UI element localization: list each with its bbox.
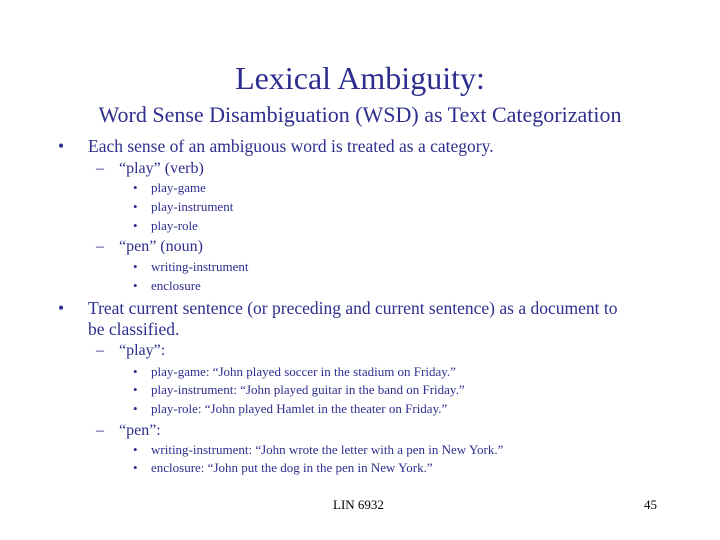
footer-course: LIN 6932 [333, 497, 384, 512]
dash-marker: – [96, 422, 104, 439]
list-item-text: writing-instrument: “John wrote the letter with a pen in New York.” [151, 442, 504, 457]
bullet-marker: • [133, 364, 138, 379]
list-item-text: play-game [151, 180, 206, 195]
bullet-marker: • [133, 401, 138, 416]
list-item-text: enclosure [151, 278, 201, 293]
page-number: 45 [644, 497, 657, 512]
bullet-marker: • [133, 259, 138, 274]
slide-title: Lexical Ambiguity: [235, 60, 485, 96]
bullet-marker: • [133, 442, 138, 457]
bullet-text: Each sense of an ambiguous word is treated as a category. [88, 136, 494, 156]
bullet-marker: • [133, 199, 138, 214]
bullet-marker: • [133, 180, 138, 195]
list-item-text: writing-instrument [151, 259, 249, 274]
bullet-marker: • [133, 382, 138, 397]
slide-subtitle: Word Sense Disambiguation (WSD) as Text Categorization [98, 102, 622, 127]
bullet-text: Treat current sentence (or preceding and current sentence) as a document to be classified. [88, 298, 618, 339]
bullet-marker: • [133, 218, 138, 233]
sub-bullet-text: “pen”: [119, 422, 161, 439]
dash-marker: – [96, 342, 104, 359]
sub-bullet-text: “play”: [119, 342, 166, 359]
list-item-text: play-game: “John played soccer in the stadium on Friday.” [151, 364, 456, 379]
dash-marker: – [96, 160, 104, 177]
list-item-text: play-role [151, 218, 198, 233]
sub-bullet-text: “pen” (noun) [119, 238, 203, 255]
sub-bullet-text: “play” (verb) [119, 160, 204, 177]
list-item-text: play-role: “John played Hamlet in the theater on Friday.” [151, 401, 448, 416]
list-item-text: enclosure: “John put the dog in the pen in New York.” [151, 460, 433, 475]
bullet-marker: • [133, 278, 138, 293]
bullet-marker: • [133, 460, 138, 475]
list-item-text: play-instrument [151, 199, 234, 214]
bullet-marker: • [58, 136, 65, 156]
bullet-marker: • [58, 298, 65, 318]
list-item-text: play-instrument: “John played guitar in the band on Friday.” [151, 382, 465, 397]
dash-marker: – [96, 238, 104, 255]
